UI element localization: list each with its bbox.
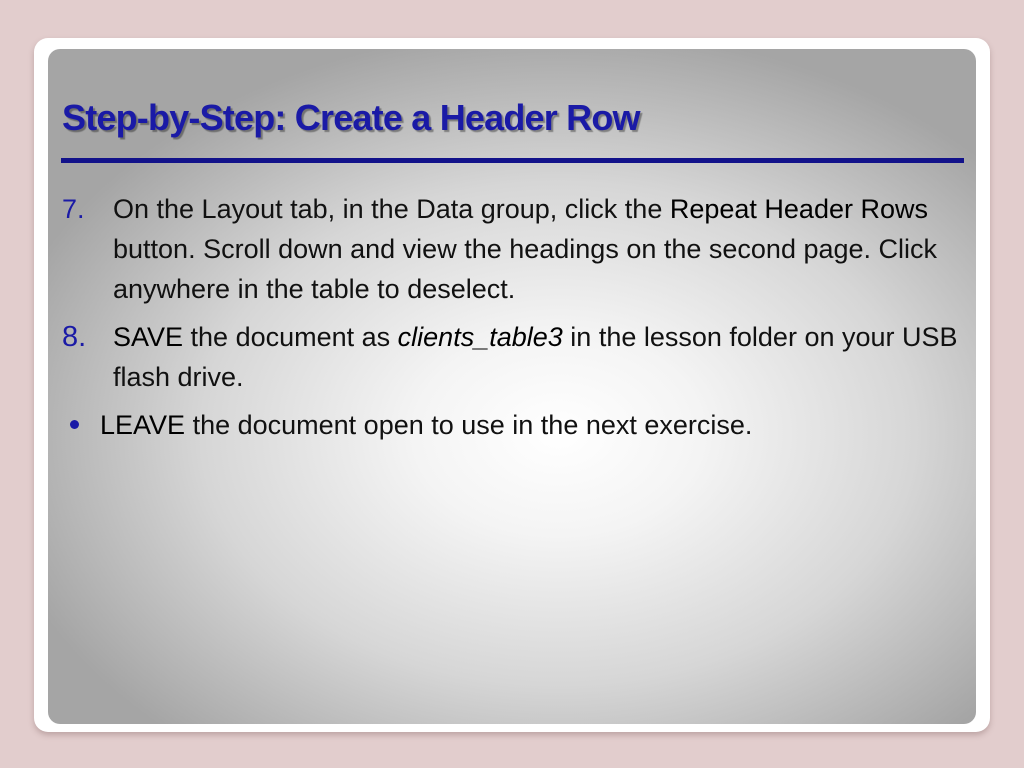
step-text: the document as — [183, 322, 398, 352]
step-number: 8. — [62, 321, 87, 353]
slide-title: Step-by-Step: Create a Header Row — [62, 97, 640, 138]
step-text: in the lesson folder on your USB flash drive. — [113, 322, 958, 392]
file-name: clients_table3 — [397, 322, 563, 352]
step-8 — [62, 317, 962, 397]
step-text: On the Layout tab, in the Data group, click the — [113, 194, 670, 224]
leave-keyword: LEAVE — [100, 410, 186, 440]
step-7 — [62, 189, 962, 309]
bullet-icon — [70, 420, 79, 429]
step-text: button. Scroll down and view the headings on the second page. Click anywhere in the table to deselect. — [113, 234, 938, 304]
slide-frame — [34, 38, 990, 732]
save-keyword: SAVE — [113, 322, 184, 352]
button-name: Repeat Header Rows — [669, 194, 928, 224]
bullet-leave — [62, 405, 962, 445]
title-underline — [61, 158, 964, 163]
slide — [48, 49, 976, 724]
slide-content — [62, 189, 962, 445]
bullet-text: the document open to use in the next exercise. — [185, 410, 753, 440]
step-number: 7. — [62, 194, 85, 224]
